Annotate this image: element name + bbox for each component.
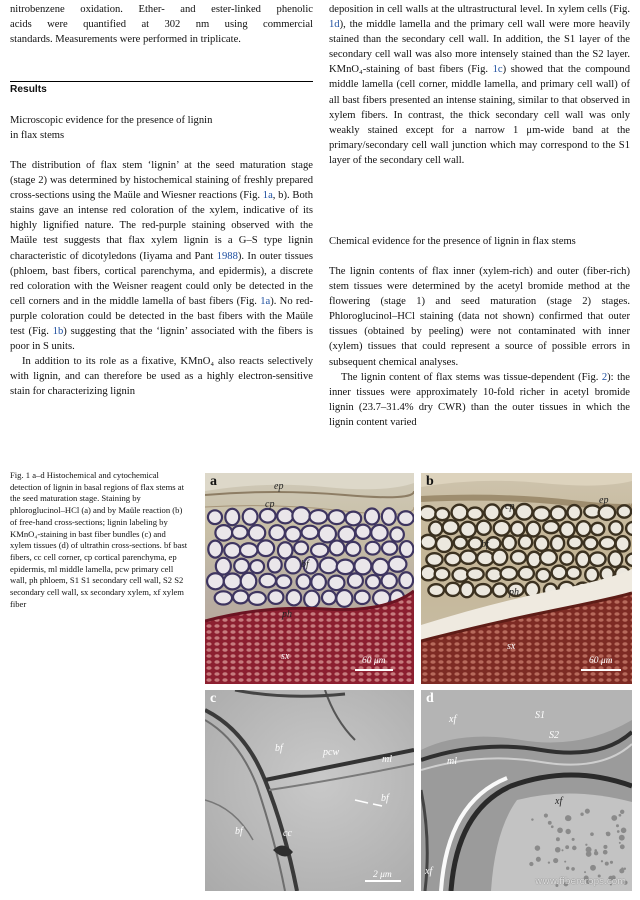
cell-texture [320,558,337,574]
cell-texture [249,592,266,605]
cell-texture [329,510,345,524]
cell-texture [617,505,631,517]
cell-texture [366,542,380,555]
cell-texture [297,574,311,588]
ultrastructure-texture [551,825,554,828]
cell-texture [322,591,336,605]
cell-texture [249,525,265,540]
cell-texture [560,552,573,565]
figure-caption: Fig. 1 a–d Histochemical and cytochemical detection of lignin in basal regions of flax stems at the seed maturation stage. Staining by phloroglucinol–HCl (a) and by Maüle reaction (b) of free-hand cross-sections; lignin labeling by KMnO₄-staining in bast fiber bundles (c) and xylem tissues (d) of ultrathin cross-sections. bf bast fibers, cc cell corner, cp cortical parenchyma, ep epidermis, ml middle lamella, pcw primary cell wall, ph phloem, S1 S1 secondary cell wall, S2 S2 secondary cell wall, sx secondary xylem, xf xylem fiber [10,470,188,609]
cell-texture [232,526,248,539]
cell-texture [477,551,494,565]
ultrastructure-texture [565,829,570,834]
cell-texture [511,551,526,564]
cell-texture [436,536,452,552]
ultrastructure-texture [611,815,617,821]
cell-texture [516,504,532,520]
ultrastructure-texture [619,842,621,844]
cell-texture [551,536,564,551]
cell-texture [519,567,534,580]
cell-texture [435,508,449,520]
ultrastructure-texture [594,849,597,852]
ultrastructure-texture [585,809,590,814]
label-sx: sx [281,651,290,662]
cell-texture [225,509,239,525]
ultrastructure-texture [572,846,577,851]
cell-texture [467,568,484,580]
cell-texture [494,521,510,536]
cell-texture [366,575,380,588]
results-heading: Results [10,84,47,95]
cell-texture [452,505,468,520]
label-bf: bf [275,743,283,754]
cell-texture [527,522,540,537]
cell-texture [626,553,632,566]
cell-texture [460,582,473,597]
cell-texture [400,541,414,557]
cell-texture [241,573,257,590]
cell-texture [609,551,623,567]
label-bf: bf [301,559,309,570]
subheading-microscopic: Microscopic evidence for the presence of lignin in flax stems [10,115,213,141]
label-bf: bf [381,793,389,804]
left-body [10,158,313,400]
cell-texture [311,544,328,557]
cell-texture [584,537,597,549]
cell-texture [371,525,388,541]
ultrastructure-texture [566,867,569,870]
cell-texture [535,536,549,551]
cell-texture [421,566,436,580]
cell-texture [435,568,450,580]
cell-texture [292,507,310,524]
cell-texture [626,522,632,535]
panel-b-micrograph [421,473,632,684]
ultrastructure-texture [572,838,575,841]
ultrastructure-texture [605,862,609,866]
ultrastructure-texture [619,835,625,841]
ultrastructure-texture [590,832,594,836]
ultrastructure-texture [565,815,571,821]
scale-bar-label: 60 μm [362,656,386,666]
paragraph: deposition in cell walls at the ultrastructural level. In xylem cells (Fig. 1d), the middle lamella and the primary cell wall were more heavily stained than the secondary cell wall. In addition, the S1 layer of the secondary cell wall was also more intensely stained than the S2 layer. KMnO₄-staining of bast fibers (Fig. 1c) showed that the compound middle lamella (cell corner, middle lamella, and primary cell wall) of all bast fibers presented an intense staining, similar to that observed in xylem fibers. In contrast, the thick secondary cell wall was only weakly stained except for a narrow 1 μm-wide band at the primary/secondary cell wall junction which may correspond to the S1 layer of the secondary cell wall. [329,4,630,166]
cell-texture [240,543,257,557]
cell-texture [250,560,264,573]
cell-texture [540,550,557,565]
ultrastructure-texture [606,832,611,837]
cell-texture [591,523,604,535]
cell-texture [208,510,222,524]
cell-texture [493,583,507,596]
cell-texture [372,559,388,575]
cell-texture [484,504,499,520]
ultrastructure-texture [617,830,620,833]
ultrastructure-texture [531,818,533,820]
cell-texture [477,521,491,535]
cell-texture [260,509,276,523]
cell-texture [609,521,622,535]
cell-texture [576,552,589,567]
paragraph: The lignin content of flax stems was tissue-dependent (Fig. 2): the inner tissues were approximately 10-fold richer in acetyl bromide lignin (23.7–31.4% dry CWR) than the outer tissues in which the lignin content varied [329,371,631,428]
cell-texture [536,569,550,582]
cell-texture [421,506,436,520]
ultrastructure-texture [610,861,613,864]
cell-texture [585,568,598,582]
cell-texture [467,508,483,520]
ultrastructure-texture [565,845,569,849]
cell-texture [258,540,275,556]
ultrastructure-texture [620,844,625,849]
label-ep: ep [599,495,609,506]
cell-texture [348,573,363,588]
ultrastructure-texture [585,844,587,846]
cell-texture [475,584,491,597]
panel-d-micrograph [421,690,632,891]
figure-link[interactable]: 1a [260,295,271,307]
cell-texture [599,505,615,519]
cell-texture [215,591,232,604]
cell-texture [233,590,248,603]
ultrastructure-texture [564,861,566,863]
cell-texture [567,505,581,520]
cell-texture [399,572,413,588]
cell-texture [492,550,507,565]
label-xf: xf [425,866,433,877]
cell-texture [511,522,525,536]
label-bf: bf [235,826,243,837]
ultrastructure-texture [555,847,561,853]
ultrastructure-texture [548,861,550,863]
cell-texture [365,508,379,524]
cell-texture [216,558,231,575]
cell-texture [398,511,414,525]
ultrastructure-texture [603,845,607,849]
cell-texture [287,590,302,605]
cell-texture [355,591,370,604]
cell-texture [224,543,240,558]
figure-link[interactable]: 1d [329,19,340,31]
cell-texture [330,541,345,556]
cell-texture [577,521,591,536]
cell-texture [567,567,581,579]
cell-texture [224,574,241,590]
ultrastructure-texture [557,827,563,833]
methods-text-line: acids were quantified at 302 nm using commercial [10,19,313,31]
cell-texture [311,574,326,590]
label-s1: S1 [535,710,545,721]
cell-texture [207,573,224,589]
label-xf: xf [449,714,457,725]
cell-texture [234,559,249,573]
ultrastructure-texture [544,813,548,817]
cell-texture [294,541,308,554]
cell-texture [460,522,475,537]
ultrastructure-texture [616,824,619,827]
paragraph: The distribution of flax stem ‘lignin’ at the seed maturation stage (stage 2) was determined by histochemical staining of freshly prepared cross-sections using the Maüle and Wiesner reactions (Fig. 1a, b). Both stains gave an intense red coloration of the xylem, indicative of its highly lignified nature. The red-purple staining observed with the Maüle test suggests that flax xylem lignin is a G–S type lignin characteristic of dicotyledons (Iiyama and Pant 1988). In outer tissues (phloem, bast fibers, cortical parenchyma, and epidermis), a discrete red coloration with the Weisner reagent could only be detected in the cell corners and in the middle lamella of bast fibers (Fig. 1a). No red-purple coloration could be detected in the bast fibers with the Maüle test (Fig. 1b) suggesting that the ‘lignin’ associated with the fibers is poor in S units. [10,160,313,353]
cell-texture [285,557,301,574]
cell-texture [428,584,444,596]
figure-1 [205,473,632,891]
cell-texture [390,527,404,541]
cell-texture [426,553,442,566]
ultrastructure-texture [536,857,541,862]
figure-link[interactable]: 1c [492,64,503,76]
right-column [329,2,630,168]
cell-texture [454,537,467,549]
cell-texture [445,553,460,566]
ultrastructure-texture [603,850,608,855]
subheading-chemical: Chemical evidence for the presence of lignin in flax stems [329,236,576,247]
cell-texture [616,536,630,551]
ultrastructure-texture [584,871,586,873]
cell-texture [336,590,352,607]
cell-texture [356,525,371,539]
ultrastructure-texture [556,837,560,841]
cell-texture [429,522,442,536]
cell-texture [276,575,291,588]
cell-texture [243,509,258,525]
cell-texture [389,557,407,572]
cell-texture [501,567,518,580]
watermark: www.fibercrops.com [535,877,626,887]
cell-texture [600,537,616,549]
ultrastructure-texture [580,812,583,815]
ultrastructure-texture [590,865,596,871]
cell-texture [503,536,516,550]
cell-texture [268,557,282,572]
ultrastructure-texture [571,867,575,871]
cell-texture [443,520,459,534]
ultrastructure-texture [561,849,563,851]
label-cc: cc [283,828,292,839]
cell-texture [527,552,540,568]
section-divider [10,81,313,82]
label-ml: ml [382,754,392,765]
paragraph: In addition to its role as a fixative, KMnO₄ also reacts selectively with lignin, and can therefore be used as a highly electron-sensitive stain for characterizing lignin [10,356,313,398]
cell-texture [346,512,361,526]
scale-bar-label: 60 μm [589,656,613,666]
cell-texture [346,542,361,556]
cell-texture [568,536,582,548]
cell-texture [319,526,336,543]
cell-texture [268,590,283,604]
ultrastructure-texture [594,851,598,855]
cell-texture [421,535,436,549]
cell-texture [382,541,397,554]
citation-link[interactable]: 1988 [216,250,238,262]
ultrastructure-texture [535,845,540,850]
panel-c-micrograph [205,690,414,891]
ultrastructure-texture [619,814,622,817]
cell-texture [285,527,301,542]
cell-texture [460,551,476,564]
figure-link[interactable]: 1a [262,190,273,202]
label-sx: sx [507,641,516,652]
ultrastructure-texture [553,858,558,863]
cell-texture [543,521,559,533]
label-bf: bf [481,539,489,550]
cell-texture [469,537,483,549]
ultrastructure-texture [529,862,533,866]
ultrastructure-texture [621,828,627,834]
cell-texture [533,507,549,521]
label-ph: ph [509,587,519,598]
cell-texture [260,574,276,587]
figure-link[interactable]: 2 [601,371,608,383]
panel-letter: d [426,691,434,706]
methods-text-line: standards. Measurements were performed in triplicate. [10,34,241,46]
cell-texture [354,558,371,575]
cell-texture [338,526,355,541]
label-ph: ph [282,609,292,620]
cell-texture [269,525,284,540]
cell-texture [552,566,567,580]
ultrastructure-texture [620,810,624,814]
methods-text-line: nitrobenzene oxidation. Ether- and ester-linked phenolic [10,4,313,15]
label-cp: cp [265,499,275,510]
panel-letter: c [210,691,217,706]
label-pcw: pcw [323,747,340,758]
ultrastructure-texture [601,860,603,862]
cell-texture [337,560,354,575]
cell-texture [560,522,575,537]
panel-letter: a [210,474,217,489]
right-body [329,264,630,430]
cell-texture [486,568,501,581]
ultrastructure-texture [548,821,552,825]
cell-texture [302,526,319,539]
figure-link[interactable]: 1b [52,326,64,338]
label-ep: ep [274,481,284,492]
cell-texture [446,583,461,596]
label-cp: cp [505,501,515,512]
label-ml: ml [447,756,457,767]
paragraph: The lignin contents of flax inner (xylem-rich) and outer (fiber-rich) stem tissues were determined by the acetyl bromide method at the flowering (stage 1) and seed maturation (stage 2) stages. Phloroglucinol–HCl staining (data not shown) confirmed that outer tissues (obtained by peeling) were not contaminated with inner (xylem) tissues that could represent a source of possible errors in subsequent chemical analyses. [329,266,630,368]
cell-texture [328,576,344,590]
cell-texture [277,509,293,524]
panel-a-micrograph [205,473,414,684]
label-s2: S2 [549,730,559,741]
cell-texture [590,552,606,566]
label-xf: xf [555,796,563,807]
cell-texture [382,573,397,588]
ultrastructure-texture [586,847,592,853]
cell-texture [382,508,396,525]
scale-bar-label: 2 μm [373,870,392,880]
ultrastructure-texture [619,868,624,873]
cell-texture [551,506,566,520]
cell-texture [215,525,232,541]
cell-texture [304,591,319,608]
panel-letter: b [426,474,434,489]
cell-texture [310,510,328,524]
cell-texture [519,535,532,548]
cell-texture [208,541,222,558]
